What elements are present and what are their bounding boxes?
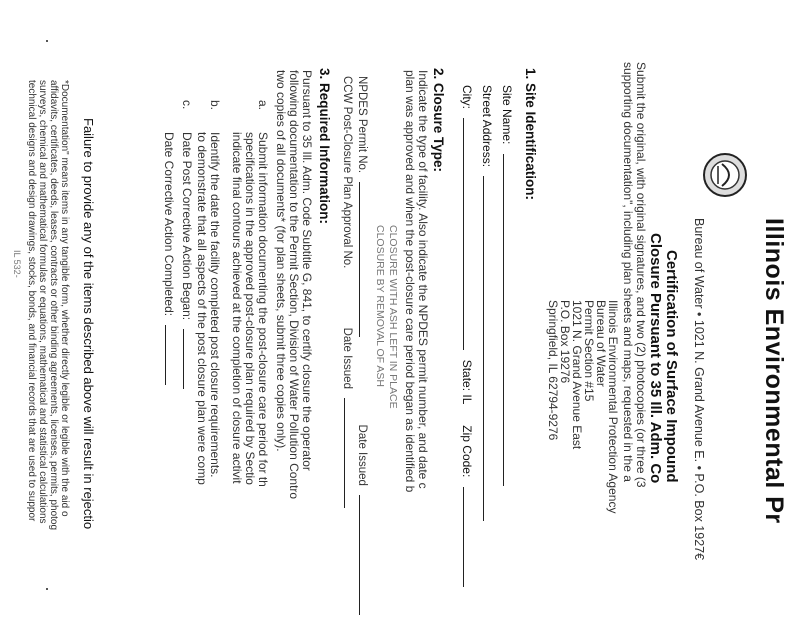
npdes-label: NPDES Permit No. [356, 76, 368, 174]
item-b-line-1: Identify the date the facility completed post closure requirements. [208, 132, 222, 478]
address-line-5: P.O. Box 19276 [558, 300, 572, 384]
street-address-label: Street Address: [480, 85, 494, 168]
seal-logo [702, 152, 748, 198]
footnote-line-3: surveys, chemical and mathematical formulas or equations, mathematical and statistical calculations [37, 80, 48, 524]
date-issued-line-2 [344, 398, 346, 508]
section3-heading: 3. Required Information: [317, 68, 332, 225]
ccw-label: CCW Post-Closure Plan Approval No. [341, 76, 353, 269]
item-c-label: c. [180, 100, 194, 110]
date-issued-line [359, 495, 361, 615]
post-corrective-began-field[interactable] [180, 132, 194, 389]
section2-line-2: plan was approved and when the post-closure care period began as identified b [403, 70, 417, 493]
item-b-label: b. [208, 100, 222, 111]
item-a-line-3: indicate final contours achieved at the completion of closure activit [230, 132, 244, 484]
site-name-field[interactable] [500, 85, 514, 486]
page-code: IL 532- [12, 250, 22, 278]
section3-line-1: Pursuant to 35 Ill. Adm. Code Subtitle G, 841, to certify closure the operator [300, 70, 314, 471]
seal-icon [702, 152, 748, 198]
corrective-completed-field[interactable] [162, 132, 176, 385]
item-a-line-1: Submit information documenting the post-closure care period for th [256, 132, 270, 487]
corrective-completed-label: Date Corrective Action Completed: [162, 132, 176, 317]
cert-title-1: Certification of Surface Impound [663, 250, 680, 483]
date-issued-label: Date Issued [356, 424, 368, 486]
site-name-label: Site Name: [500, 85, 514, 145]
city-field[interactable] [460, 85, 474, 587]
address-line: Bureau of Water • 1021 N. Grand Avenue E. • P.O. Box 1927€ [692, 218, 706, 561]
intro-line-2: supporting documentation", including plan sheets and maps, requested in the a [621, 62, 635, 482]
address-line-2: Bureau of Water [594, 300, 608, 387]
street-address-line [483, 176, 485, 521]
closure-option-ash-left[interactable]: CLOSURE WITH ASH LEFT IN PLACE [387, 225, 399, 409]
post-corrective-began-line [183, 329, 185, 389]
city-label: City: [460, 85, 474, 109]
date-issued-label-2: Date Issued [341, 327, 353, 389]
section1-heading: 1. Site Identification: [523, 68, 538, 201]
item-a-line-2: specifications in the approved post-closure plan required by Sectio [243, 132, 257, 485]
footnote-line-1: *Documentation" means items in any tangible form, whether directly legible or legible with the aid o [59, 80, 70, 517]
zip-line [463, 487, 465, 587]
npdes-line [359, 182, 361, 337]
address-line-3: Permit Section #15 [582, 300, 596, 402]
corrective-completed-line [165, 325, 167, 385]
agency-title: Illinois Environmental Pr [760, 218, 788, 524]
site-name-line [503, 154, 505, 486]
address-line-4: 1021 N. Grand Avenue East [570, 300, 584, 450]
zip-label: Zip Code: [460, 425, 474, 478]
address-line-1: Illinois Environmental Protection Agency [606, 300, 620, 514]
section3-line-3: two copies of all documents* (for plan sheets, submit three copies only). [274, 70, 288, 452]
rejection-warning: Failure to provide any of the items described above will result in rejectio [81, 118, 96, 530]
section2-line-1: Indicate the type of facility. Also indicate the NPDES permit number, and date c [416, 70, 430, 489]
npdes-field[interactable] [356, 76, 368, 615]
footnote-line-2: affidavits, certificates, deeds, leases, contracts or other binding agreements, licenses, permits, photog [48, 80, 59, 531]
section2-heading: 2. Closure Type: [431, 68, 446, 173]
closure-option-ash-removal[interactable]: CLOSURE BY REMOVAL OF ASH [374, 225, 386, 388]
cert-title-2: Closure Pursuant to 35 Ill. Adm. Co [647, 233, 664, 484]
item-b-line-2: to demonstrate that all aspects of the post closure plan were comp [195, 132, 209, 485]
street-address-field[interactable] [480, 85, 494, 521]
footnote-line-4: technical designs and design drawings, stocks, bonds, and financial records that are used to suppor [26, 80, 37, 522]
address-line-6: Springfield, IL 62794-9276 [546, 300, 560, 441]
intro-line-1: Submit the original, with original signatures, and two (2) photocopies (or three (3 [634, 62, 648, 488]
item-a-label: a. [256, 100, 270, 111]
state-label: State: IL [460, 359, 474, 404]
city-line [463, 118, 465, 350]
post-corrective-began-label: Date Post Corrective Action Began: [180, 132, 194, 321]
section3-line-2: following documentation to the Permit Section, Division of Water Pollution Contro [287, 70, 301, 500]
ccw-field[interactable] [341, 76, 353, 508]
